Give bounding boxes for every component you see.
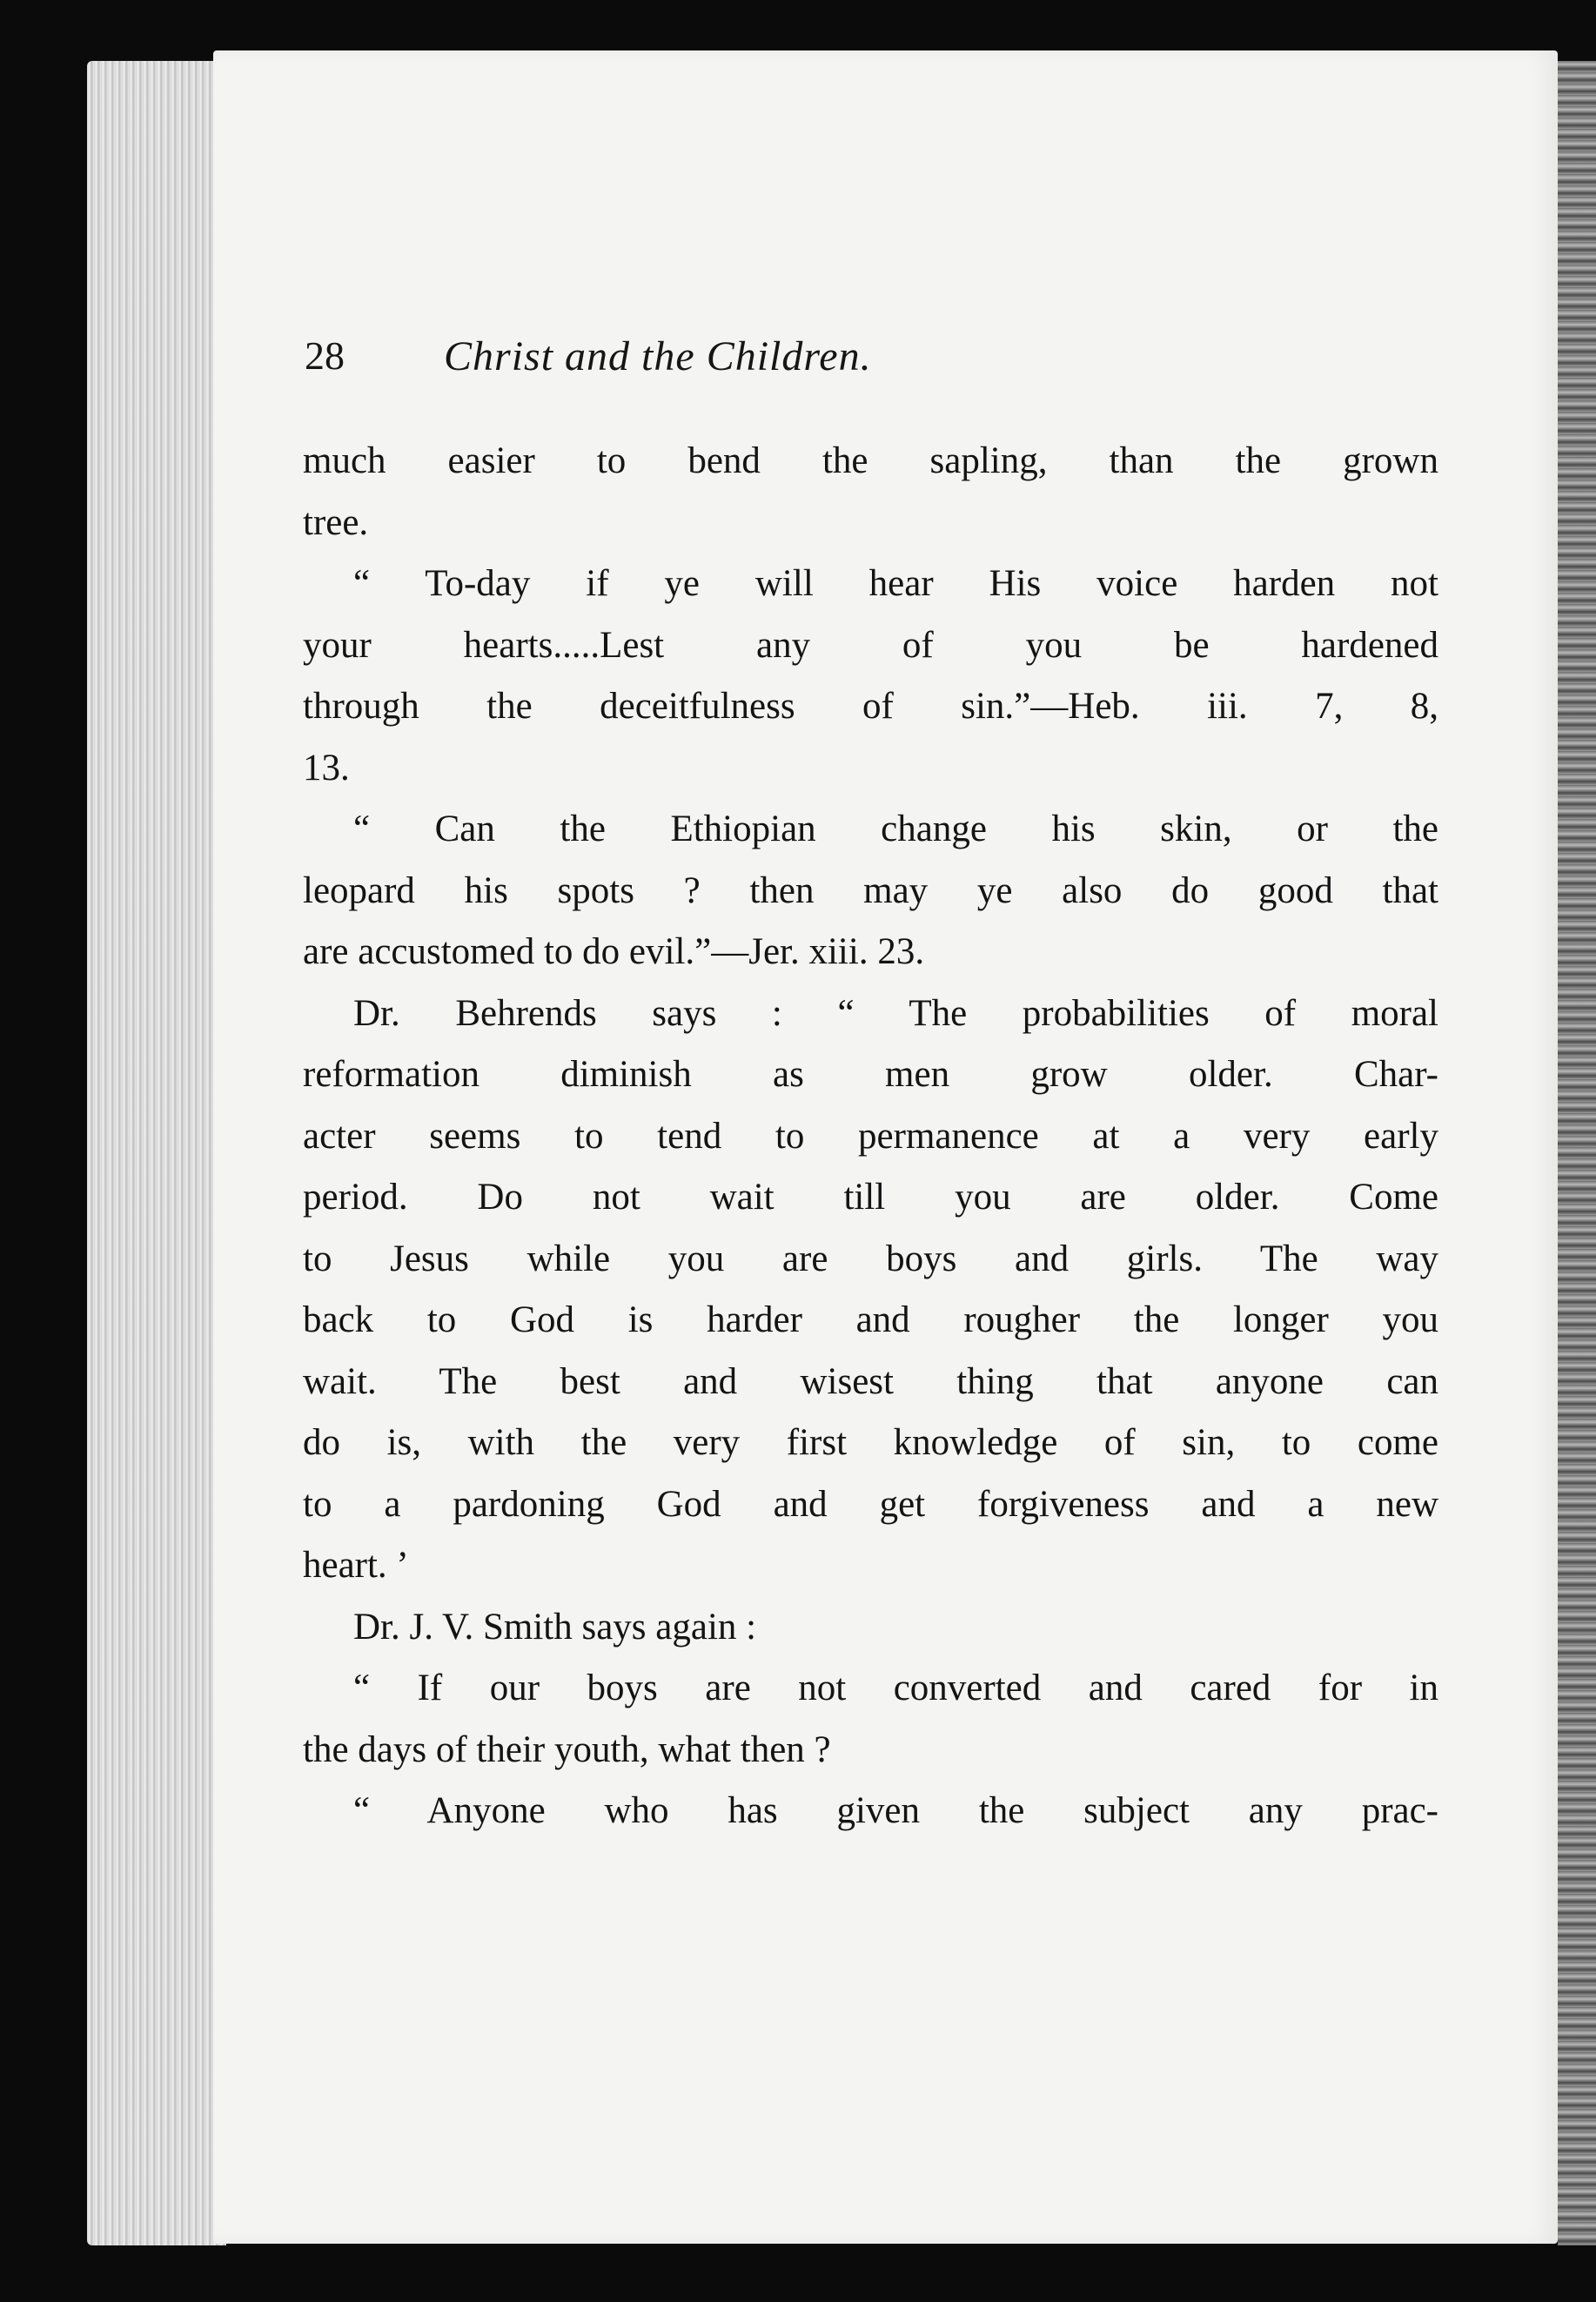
text-line: do is, with the very first knowledge of sin, to come [303,1422,1438,1463]
text-line: leopard his spots ? then may ye also do good that [303,869,1438,911]
text-line: your hearts.....Lest any of you be hardened [303,624,1438,666]
page-number: 28 [305,333,345,378]
facing-page-edge [1558,61,1596,2245]
text-line: reformation diminish as men grow older. Char- [303,1054,1438,1095]
text-line: tree. [303,501,369,543]
text-line: back to God is harder and rougher the longer you [303,1299,1438,1340]
text-line: Dr. J. V. Smith says again : [353,1606,757,1648]
text-line: wait. The best and wisest thing that anyone can [303,1360,1438,1402]
page-header [305,332,1262,393]
text-line: 13. [303,747,350,789]
text-line: to a pardoning God and get forgiveness and a new [303,1483,1438,1525]
text-line: “ Anyone who has given the subject any prac- [353,1790,1438,1831]
text-line: “ Can the Ethiopian change his skin, or the [353,809,1438,849]
text-line: heart. ’ [303,1545,409,1586]
text-line: “ To-day if ye will hear His voice harden not [353,563,1438,604]
text-line: “ If our boys are not converted and cared for in [353,1668,1438,1708]
text-line: acter seems to tend to permanence at a very early [303,1115,1438,1157]
stacked-page-edges [87,61,226,2245]
body-text [303,431,1438,1842]
running-title: Christ and the Children. [444,333,872,379]
text-line: period. Do not wait till you are older. Come [303,1177,1438,1218]
text-line: Dr. Behrends says : “ The probabilities of moral [353,992,1438,1034]
text-line: to Jesus while you are boys and girls. The way [303,1238,1438,1279]
text-line: through the deceitfulness of sin.”—Heb. iii. 7, 8, [303,686,1438,727]
text-line: are accustomed to do evil.”—Jer. xiii. 23. [303,931,925,972]
text-line: the days of their youth, what then ? [303,1728,831,1770]
text-line: much easier to bend the sapling, than the grown [303,440,1438,481]
